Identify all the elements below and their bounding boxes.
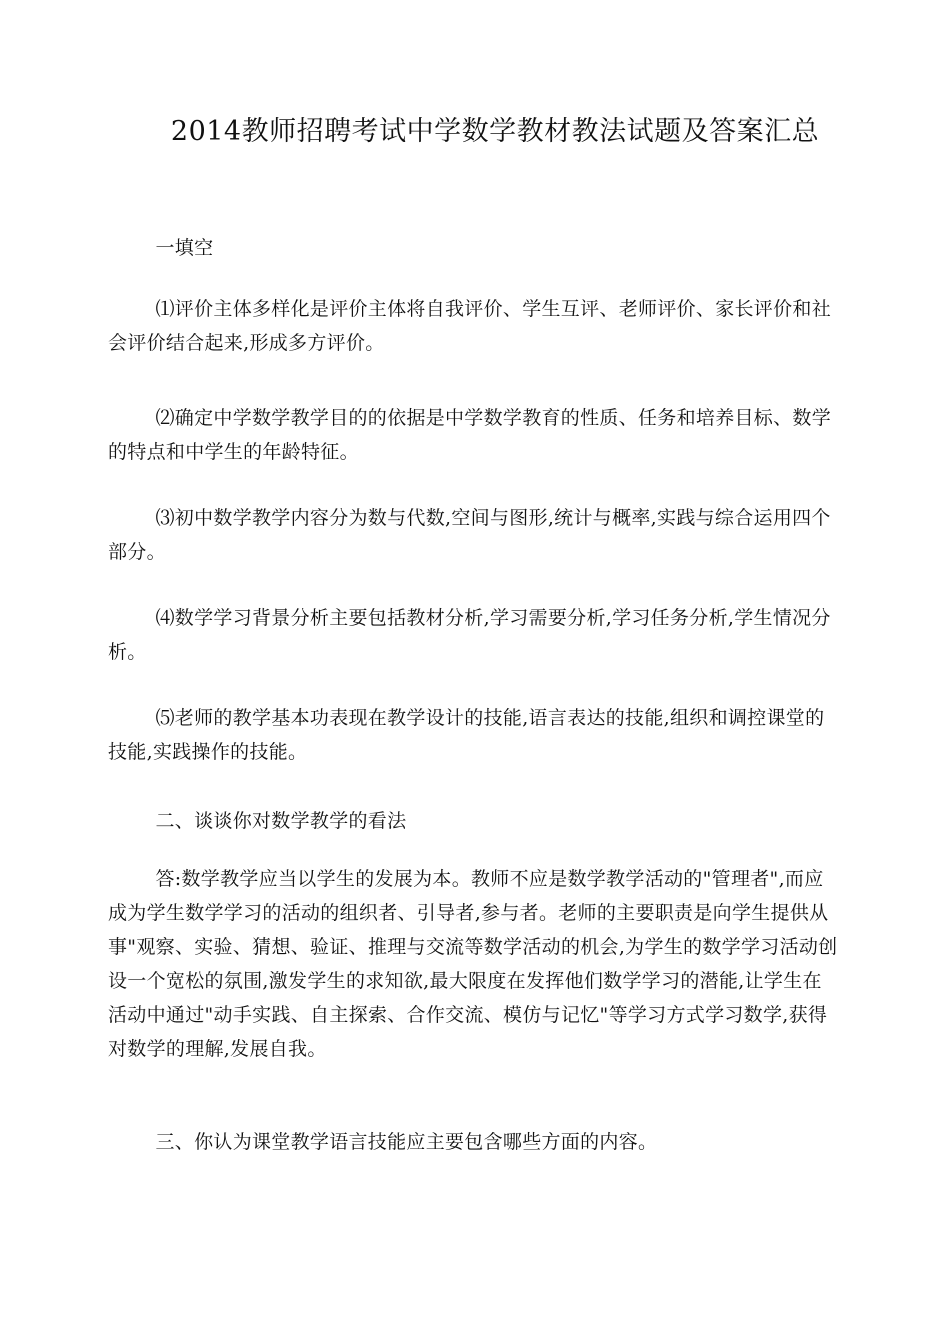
document-title: 2014教师招聘考试中学数学教材教法试题及答案汇总 (170, 116, 820, 147)
section-heading-fill-blank: 一填空 (155, 237, 214, 259)
fill-blank-item-3: ⑶初中数学教学内容分为数与代数,空间与图形,统计与概率,实践与综合运用四个部分。 (108, 507, 831, 563)
math-teaching-answer: 答:数学教学应当以学生的发展为本。教师不应是数学教学活动的"管理者",而应成为学生数学学习的活动的组织者、引导者,参与者。老师的主要职责是向学生提供从事"观察、实验、猜想、验证、推理与交流等数学活动的机会,为学生的数学学习活动创设一个宽松的氛围,激发学生的求知欲,最大限度在发挥他们数学学习的潜能,让学生在活动中通过"动手实践、自主探索、合作交流、模仿与记忆"等学习方式学习数学,获得对数学的理解,发展自我。 (108, 868, 838, 1060)
section-heading-math-teaching-view: 二、谈谈你对数学教学的看法 (155, 810, 407, 832)
fill-blank-item-1: ⑴评价主体多样化是评价主体将自我评价、学生互评、老师评价、家长评价和社会评价结合起来,形成多方评价。 (108, 298, 832, 354)
fill-blank-item-2: ⑵确定中学数学教学目的的依据是中学数学教育的性质、任务和培养目标、数学的特点和中学生的年龄特征。 (108, 407, 832, 463)
fill-blank-item-5: ⑸老师的教学基本功表现在教学设计的技能,语言表达的技能,组织和调控课堂的技能,实践操作的技能。 (108, 707, 825, 763)
fill-blank-item-4: ⑷数学学习背景分析主要包括教材分析,学习需要分析,学习任务分析,学生情况分析。 (108, 607, 831, 663)
section-heading-language-skills: 三、你认为课堂教学语言技能应主要包含哪些方面的内容。 (155, 1131, 658, 1153)
